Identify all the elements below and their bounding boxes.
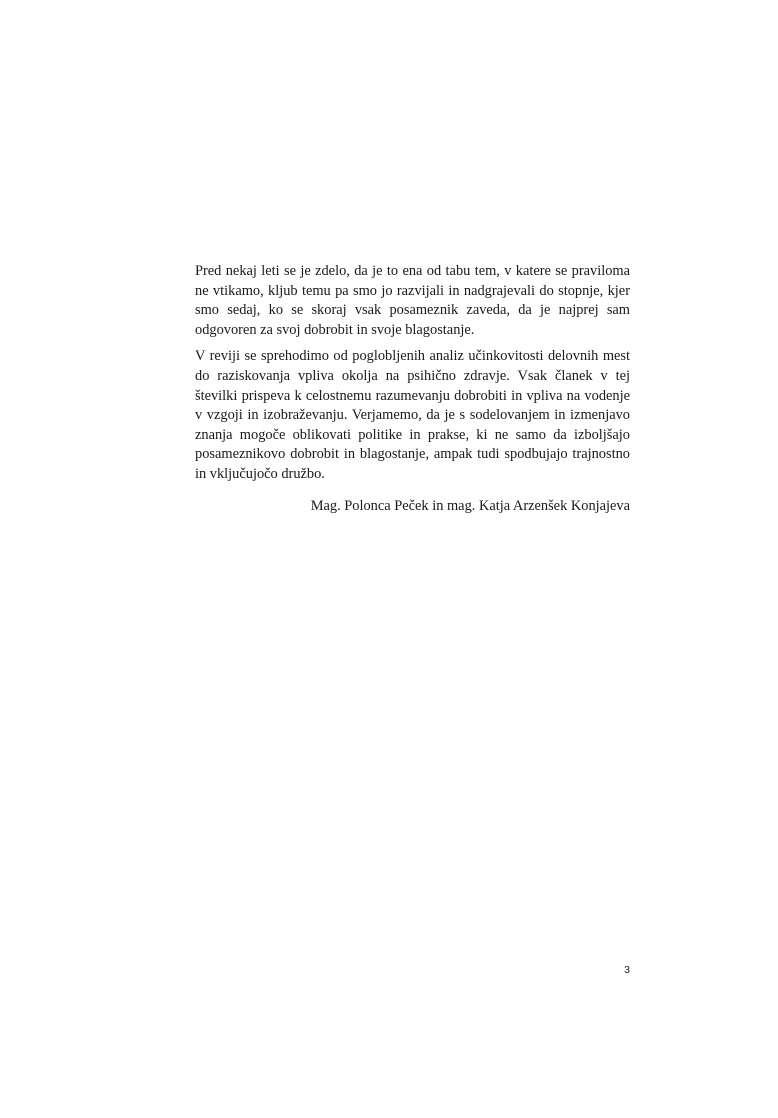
page-number: 3 <box>624 964 630 976</box>
paragraph-journal-overview: V reviji se sprehodimo od poglobljenih analiz učinkovitosti delovnih mest do raziskovanja vpliva okolja na psihično zdravje. Vsak članek v tej številki prispeva k celostnemu razumevanju dobrobiti in vpliva na vodenje v vzgoji in izobraževanju. Verjamemo, da je s sodelovanjem in izmenjavo znanja mogoče oblikovati politike in prakse, ki ne samo da izboljšajo posameznikovo dobrobit in blagostanje, ampak tudi spodbujajo trajnostno in vključujočo družbo. <box>195 348 630 482</box>
paragraph-intro: Pred nekaj leti se je zdelo, da je to ena od tabu tem, v katere se praviloma ne vtikamo, kljub temu pa smo jo razvijali in nadgrajevali do stopnje, kjer smo sedaj, ko se skoraj vsak posameznik zaveda, da je najprej sam odgovoren za svoj dobrobit in svoje blagostanje. <box>195 263 630 338</box>
main-text <box>195 262 630 492</box>
editors-signature: Mag. Polonca Peček in mag. Katja Arzenšek Konjajeva <box>310 498 630 514</box>
